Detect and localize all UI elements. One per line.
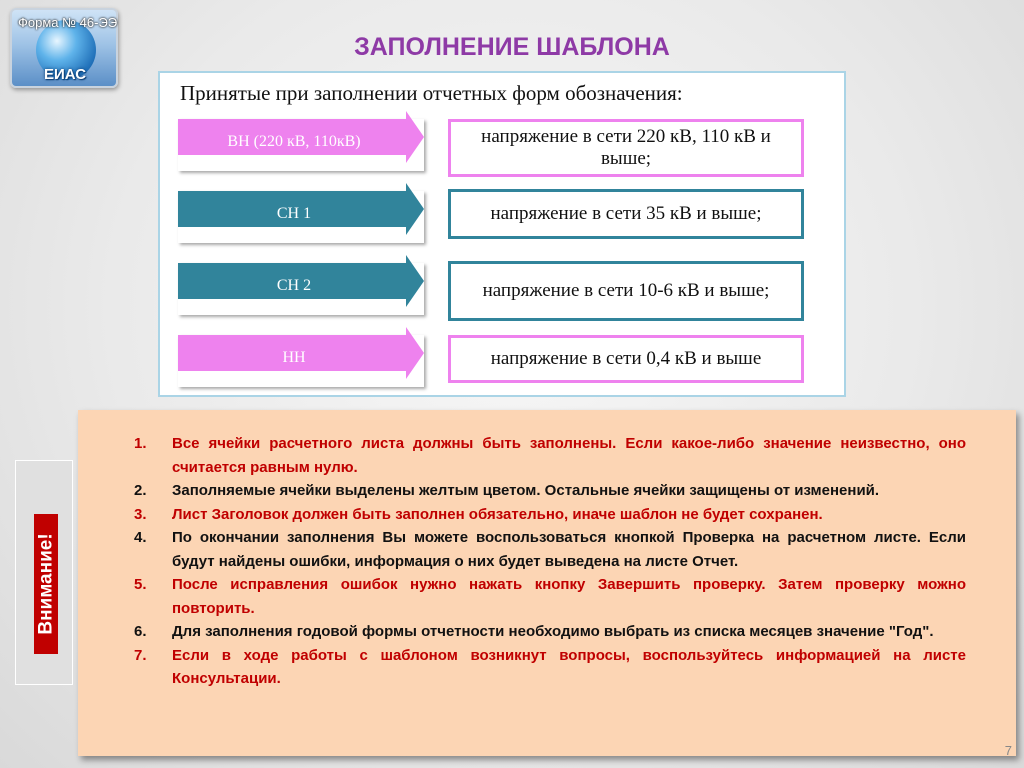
- code-label: ВН (220 кВ, 110кВ): [227, 133, 361, 150]
- list-item: [96, 432, 966, 479]
- form-number: Форма № 46-ЭЭ: [18, 15, 118, 30]
- attention-label: Внимание!: [35, 533, 57, 635]
- description-text: напряжение в сети 220 кВ, 110 кВ и выше;: [481, 126, 771, 169]
- logo-abbreviation: ЕИАС: [44, 66, 87, 83]
- list-item: [96, 573, 966, 620]
- item-text: Все ячейки расчетного листа должны быть заполнены. Если какое-либо значение неизвестно, оно считается равным нулю.: [172, 435, 966, 476]
- notice-panel: [78, 410, 1016, 756]
- description-text: напряжение в сети 0,4 кВ и выше: [490, 348, 762, 369]
- item-text: По окончании заполнения Вы можете воспользоваться кнопкой Проверка на расчетном листе. Если будут найдены ошибки, информация о них будет выведена на листе Отчет.: [172, 529, 966, 570]
- item-number: 2.: [134, 482, 147, 499]
- description-sn1: [448, 189, 804, 239]
- legend-panel: [158, 71, 846, 397]
- item-number: 6.: [134, 623, 147, 640]
- list-item: [96, 479, 966, 503]
- item-number: 3.: [134, 505, 147, 523]
- notice-list: [96, 432, 966, 691]
- item-number: 4.: [134, 529, 147, 546]
- description-vn: [448, 119, 804, 177]
- item-text: Если в ходе работы с шаблоном возникнут вопросы, воспользуйтесь информацией на листе Консультации.: [172, 646, 966, 687]
- item-text: После исправления ошибок нужно нажать кнопку Завершить проверку. Затем проверку можно повторить.: [172, 576, 966, 617]
- list-item: [96, 620, 966, 644]
- list-item: [96, 526, 966, 573]
- code-label: СН 1: [276, 205, 312, 222]
- item-text: Заполняемые ячейки выделены желтым цветом. Остальные ячейки защищены от изменений.: [172, 482, 880, 499]
- code-label: НН: [282, 349, 306, 366]
- item-number: 7.: [134, 646, 147, 664]
- code-arrow-nn: [178, 335, 424, 387]
- code-label: СН 2: [276, 277, 312, 294]
- legend-heading: Принятые при заполнении отчетных форм обозначения:: [180, 81, 683, 105]
- description-sn2: [448, 261, 804, 321]
- description-text: напряжение в сети 10-6 кВ и выше;: [482, 280, 770, 301]
- page-number: 7: [1004, 743, 1012, 758]
- list-item: [96, 644, 966, 691]
- attention-tab: [15, 460, 73, 685]
- code-arrow-vn: [178, 119, 424, 171]
- item-text: Лист Заголовок должен быть заполнен обязательно, иначе шаблон не будет сохранен.: [172, 505, 823, 523]
- page-title: ЗАПОЛНЕНИЕ ШАБЛОНА: [354, 33, 670, 61]
- description-nn: [448, 335, 804, 383]
- item-text: Для заполнения годовой формы отчетности необходимо выбрать из списка месяцев значение "Год".: [172, 623, 934, 640]
- code-arrow-sn2: [178, 263, 424, 315]
- item-number: 5.: [134, 576, 147, 593]
- description-text: напряжение в сети 35 кВ и выше;: [490, 203, 762, 224]
- code-arrow-sn1: [178, 191, 424, 243]
- item-number: 1.: [134, 435, 147, 452]
- list-item: [96, 503, 966, 527]
